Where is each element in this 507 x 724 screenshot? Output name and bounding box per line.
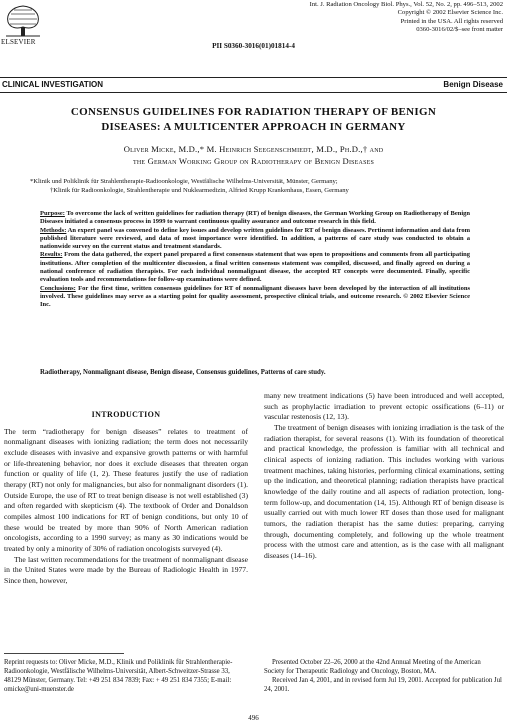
footnote-paragraph: Presented October 22–26, 2000 at the 42nd Annual Meeting of the American Society for Therapeutic Radiology and Oncology, Boston, MA. <box>264 659 481 675</box>
abstract-conclusions <box>40 285 470 310</box>
elsevier-tree-logo <box>2 2 44 38</box>
abstract-label: Purpose: <box>40 210 65 217</box>
journal-line: Int. J. Radiation Oncology Biol. Phys., Vol. 52, No. 2, pp. 496–513, 2002 <box>309 1 503 8</box>
article-title <box>20 105 487 135</box>
body-paragraph: The treatment of benign diseases with ionizing irradiation is the task of the radiation therapist, for several reasons (1). With its foundation of theoretical and practical knowledge, the profession is familiar with all technical and clinical aspects of ionizing radiation. This includes working with various treatment machines, taking histories, performing clinical examinations, setting up the indication, and theoretical planning; radiation therapists have practical knowledge of the daily routine and all aspects of radiation protection, long-term follow-up, and documentation (14, 15). Although RT of benign disease is usually carried out with much lower RT doses than those used for malignant tumors, the radiation therapist has the same duties: preparing, carrying through, documenting completely, and following up the whole treatment process with the utmost care and attention, as is the case with all malignant diseases (14–16). <box>264 422 504 560</box>
abstract <box>40 210 470 310</box>
abstract-text: For the first time, written consensus guidelines for RT of nonmalignant diseases have been developed by the interaction of all institutions involved. These guidelines may serve as a starting point for quality assessment, prospective clinical trials, and outcome research. © 2002 Elsevier Science Inc. <box>40 284 471 309</box>
abstract-text: From the data gathered, the expert panel prepared a first consensus statement that was open to propositions and comments from all participating institutions. After completion of the multicenter discussion, a final written consensus statement was compiled, discussed, and finally agreed on during a national conference of radiation therapists. For each individual nonmalignant disease, the accepted RT concepts were documented. Finally, specific evaluation tools and recommendations for follow-up examinations were defined. <box>40 251 470 284</box>
page-number: 496 <box>248 714 259 722</box>
abstract-purpose <box>40 210 470 227</box>
body-paragraph: The term “radiotherapy for benign diseases” relates to treatment of nonmalignant diseases with ionizing radiation; the term does not necessarily exclude diseases with invasive and expansive growth patterns or with harmful or life-threatening behavior, nor does it exclude diseases that threaten organ function or quality of life (1, 2). These features justify the use of radiation therapy (RT) not only for malignancies, but also for nonmalignant disorders (1). Outside Europe, the use of RT to treat benign disease is not well established (3) and often regarded with skepticism (4). The textbook of Order and Donaldson compiles almost 100 indications for RT of benign conditions, but only 10 of these would be treated by more than 90% of North American radiation oncologists, according to a 1990 survey; as many as 30 indications would be treated by only a minority of 30% of radiation oncologists surveyed (4). <box>4 426 248 553</box>
authors-line: the German Working Group on Radiotherapy of Benign Diseases <box>132 156 375 166</box>
author-list <box>20 143 487 167</box>
authors-line: Oliver Micke, M.D.,* M. Heinrich Seegenschmiedt, M.D., Ph.D.,† and <box>123 144 384 154</box>
body-paragraph: many new treatment indications (5) have been introduced and well accepted, such as prophylactic irradiation to prevent ectopic ossifications (6–11) or vascular restenosis (12, 13). <box>264 391 504 422</box>
title-line: DISEASES: A MULTICENTER APPROACH IN GERMANY <box>101 121 406 133</box>
body-paragraph: The last written recommendations for the treatment of nonmalignant disease in the United States were made by the Bureau of Radiologic Health in 1977. Since then, however, <box>4 554 248 585</box>
right-column <box>264 391 504 562</box>
reprint-footnote: Reprint requests to: Oliver Micke, M.D., Klinik und Poliklinik für Strahlentherapie-Radioonkologie, Westfälische Wilhelms-Universität, Albert-Schweitzer-Strasse 33, 48129 Münster, Germany. Tel: +49 251 834 7839; Fax: + 49 251 834 7355; E-mail: omicke@uni-muenster.de <box>4 659 233 693</box>
affiliations <box>30 178 490 195</box>
affiliation-line: †Klinik für Radioonkologie, Strahlentherapie und Nuklearmedizin, Alfried Krupp Krankenhaus, Essen, Germany <box>50 186 349 194</box>
subject-label: Benign Disease <box>443 80 503 89</box>
footnote-paragraph: Received Jan 4, 2001, and in revised form Jul 19, 2001. Accepted for publication Jul 24, 2001. <box>264 676 502 693</box>
abstract-label: Methods: <box>40 226 67 234</box>
keywords: Radiotherapy, Nonmalignant disease, Benign disease, Consensus guidelines, Patterns of care study. <box>40 369 326 376</box>
section-rule-top <box>0 77 507 78</box>
abstract-text: An expert panel was convened to define key issues and develop written guidelines for RT of benign diseases. Pertinent information and data from published literature were reviewed, and data of most importance were identified. In addition, a patterns of care study was conducted to obtain a nationwide survey on the current status and treatment standards. <box>40 226 470 251</box>
pii-identifier: PII S0360-3016(01)01814-4 <box>212 42 295 50</box>
title-line: CONSENSUS GUIDELINES FOR RADIATION THERAPY OF BENIGN <box>70 106 437 118</box>
journal-line: Printed in the USA. All rights reserved <box>400 17 503 25</box>
section-label: CLINICAL INVESTIGATION <box>2 80 104 89</box>
abstract-methods <box>40 227 470 252</box>
footnote-rule <box>4 653 124 654</box>
section-rule-bottom <box>0 92 507 93</box>
publisher-logo-text: ELSEVIER <box>1 38 36 46</box>
presentation-footnote <box>264 659 502 695</box>
abstract-text: To overcome the lack of written guidelines for radiation therapy (RT) of benign diseases, the German Working Group on Radiotherapy of Benign Diseases initiated a consensus process in 1999 to warrant continuous quality assurance and outcome research in this field. <box>40 210 470 226</box>
abstract-label: Results: <box>40 251 63 259</box>
journal-line: 0360-3016/02/$–see front matter <box>416 25 503 33</box>
section-heading: INTRODUCTION <box>91 410 161 419</box>
abstract-results <box>40 251 470 284</box>
journal-line: Copyright © 2002 Elsevier Science Inc. <box>397 9 503 17</box>
abstract-label: Conclusions: <box>40 284 76 292</box>
left-column <box>4 410 248 587</box>
journal-citation <box>203 1 503 34</box>
affiliation-line: *Klinik und Poliklinik für Strahlentherapie-Radioonkologie, Westfälische Wilhelms-Universität, Münster, Germany; <box>30 178 338 185</box>
